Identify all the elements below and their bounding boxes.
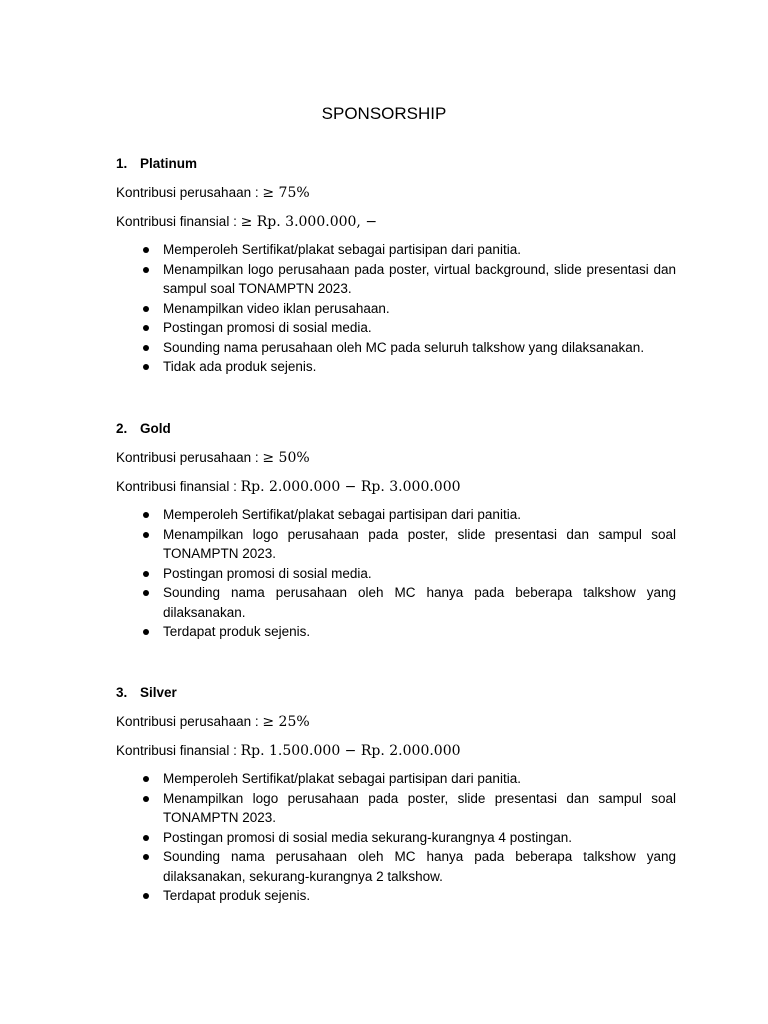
tier-heading [116,154,676,174]
tier-number: 3. [116,685,128,700]
benefit-text: Sounding nama perusahaan oleh MC hanya pada beberapa talkshow yang dilaksanakan, sekurang-kurangnya 2 talkshow. [163,849,676,884]
bullet-icon [143,532,149,538]
benefit-item [116,622,676,642]
benefit-item [116,828,676,848]
tier-silver [116,683,676,906]
benefit-item [116,847,676,886]
bullet-icon [143,835,149,841]
bullet-icon [143,893,149,899]
benefit-item [116,357,676,377]
benefit-item [116,583,676,622]
benefit-item [116,240,676,260]
contribution-label: Kontribusi perusahaan : [116,185,263,200]
financial-label: Kontribusi finansial : [116,479,241,494]
benefit-text: Postingan promosi di sosial media. [163,565,372,581]
contribution-label: Kontribusi perusahaan : [116,450,263,465]
contribution-value: ≥ 75% [262,185,310,201]
tier-heading [116,683,676,703]
tier-platinum [116,154,676,377]
benefit-item [116,564,676,584]
tier-gold [116,419,676,642]
tier-name: Silver [140,685,177,700]
benefit-text: Sounding nama perusahaan oleh MC pada seluruh talkshow yang dilaksanakan. [163,339,645,355]
financial-line [116,477,676,497]
contribution-line [116,183,676,203]
tier-heading [116,419,676,439]
bullet-icon [143,306,149,312]
financial-value: Rp. 1.500.000 − Rp. 2.000.000 [240,743,461,759]
bullet-icon [143,267,149,273]
financial-line [116,741,676,761]
financial-value: Rp. 2.000.000 − Rp. 3.000.000 [240,479,461,495]
benefit-text: Memperoleh Sertifikat/plakat sebagai partisipan dari panitia. [163,242,521,257]
bullet-icon [143,512,149,518]
contribution-line [116,712,676,732]
bullet-icon [143,364,149,370]
bullet-icon [143,776,149,782]
benefit-text: Menampilkan logo perusahaan pada poster, slide presentasi dan sampul soal TONAMPTN 2023. [163,526,676,561]
benefit-item [116,886,676,906]
benefit-text: Tidak ada produk sejenis. [163,359,317,374]
benefit-item [116,299,676,319]
benefit-item [116,525,676,564]
bullet-icon [143,629,149,635]
benefit-text: Terdapat produk sejenis. [163,888,311,903]
bullet-icon [143,571,149,577]
benefit-text: Postingan promosi di sosial media sekurang-kurangnya 4 postingan. [163,829,572,845]
benefit-list [116,505,676,642]
benefit-text: Terdapat produk sejenis. [163,624,311,639]
contribution-value: ≥ 25% [262,714,310,730]
benefit-text: Sounding nama perusahaan oleh MC hanya pada beberapa talkshow yang dilaksanakan. [163,585,676,620]
benefit-item [116,789,676,828]
tier-number: 1. [116,156,128,171]
financial-label: Kontribusi finansial : [116,214,241,229]
contribution-label: Kontribusi perusahaan : [116,714,263,729]
benefit-list [116,769,676,906]
bullet-icon [143,345,149,351]
benefit-item [116,260,676,299]
benefit-text: Menampilkan logo perusahaan pada poster, slide presentasi dan sampul soal TONAMPTN 2023. [163,790,676,825]
benefit-text: Menampilkan video iklan perusahaan. [163,300,390,316]
benefit-item [116,318,676,338]
bullet-icon [143,325,149,331]
benefit-list [116,240,676,377]
benefit-text: Postingan promosi di sosial media. [163,320,372,335]
benefit-text: Memperoleh Sertifikat/plakat sebagai partisipan dari panitia. [163,507,521,522]
benefit-text: Memperoleh Sertifikat/plakat sebagai partisipan dari panitia. [163,771,521,786]
benefit-item [116,769,676,789]
page-title: SPONSORSHIP [321,104,447,123]
contribution-value: ≥ 50% [262,450,310,466]
tier-name: Platinum [140,156,198,171]
contribution-line [116,448,676,468]
benefit-text: Menampilkan logo perusahaan pada poster, virtual background, slide presentasi dan sampul soal TONAMPTN 2023. [163,261,676,296]
bullet-icon [143,247,149,253]
tier-name: Gold [140,421,171,436]
financial-label: Kontribusi finansial : [116,743,241,758]
bullet-icon [143,796,149,802]
bullet-icon [143,590,149,596]
financial-line [116,212,676,232]
financial-value: ≥ Rp. 3.000.000, − [240,214,378,230]
tier-number: 2. [116,421,128,436]
bullet-icon [143,854,149,860]
benefit-item [116,338,676,358]
benefit-item [116,505,676,525]
